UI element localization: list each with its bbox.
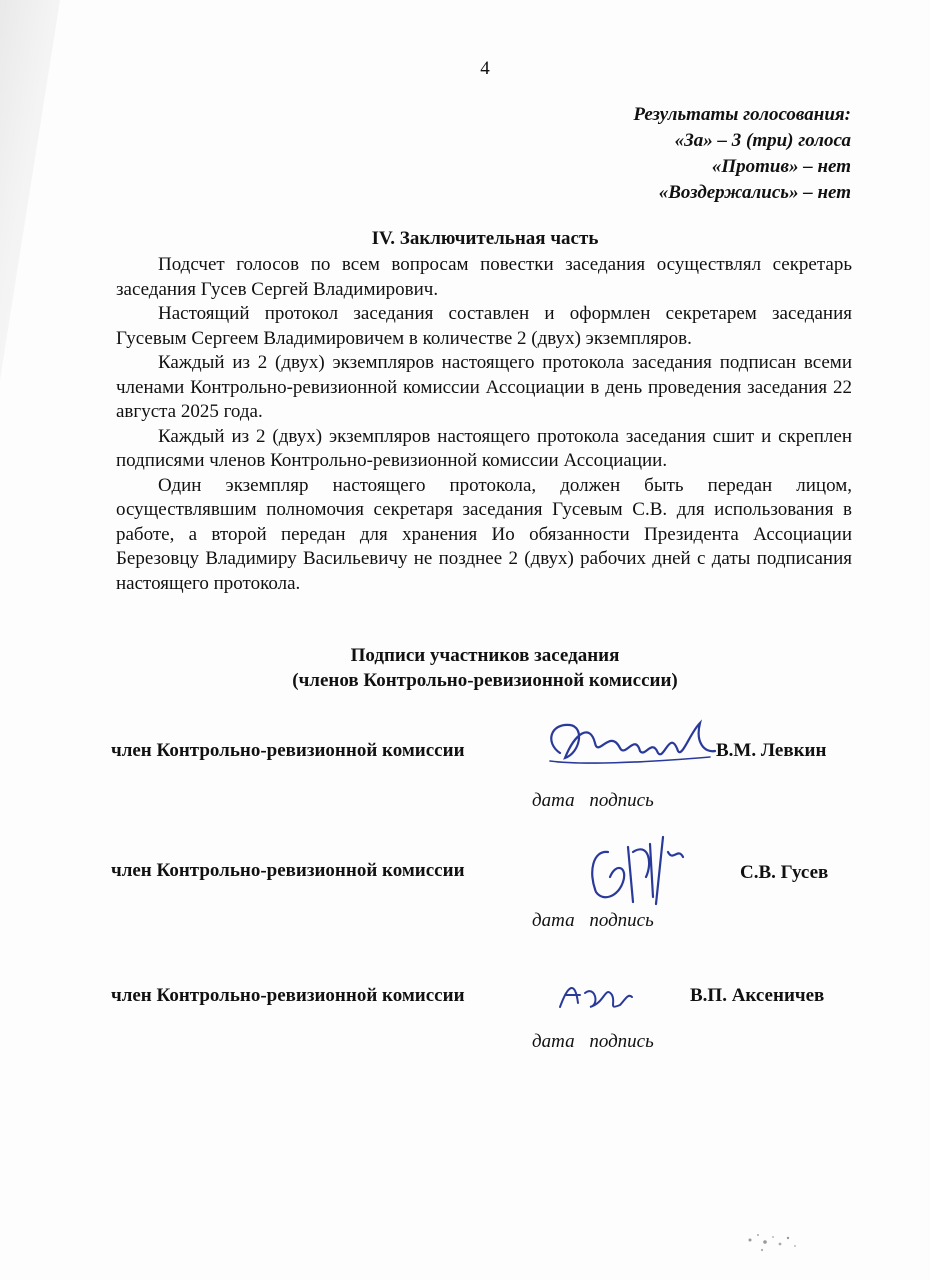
paragraph: Каждый из 2 (двух) экземпляров настоящего протокола заседания сшит и скреплен подписями членов Контрольно-ревизионной комиссии Ассоциации.	[116, 425, 852, 471]
signatures-heading-line2: (членов Контрольно-ревизионной комиссии)	[292, 670, 678, 691]
handwritten-signature	[578, 832, 698, 912]
signature-role: член Контрольно-ревизионной комиссии	[111, 740, 465, 761]
paragraph: Каждый из 2 (двух) экземпляров настоящего протокола заседания подписан всеми членами Контрольно-ревизионной комиссии Ассоциации в день проведения заседания 22 августа 2025 года.	[116, 352, 852, 422]
signature-caption: дата подпись	[532, 790, 654, 811]
signatures-heading-line1: Подписи участников заседания	[350, 645, 620, 666]
handwritten-signature	[540, 713, 720, 773]
section-title: IV. Заключительная часть	[371, 228, 599, 249]
page-fold-shadow	[0, 0, 60, 380]
votes-for: «За» – 3 (три) голоса	[674, 130, 851, 151]
signature-caption: дата подпись	[532, 1031, 654, 1052]
signature-row	[0, 975, 930, 1055]
paragraph: Подсчет голосов по всем вопросам повестки заседания осуществлял секретарь заседания Гусев Сергей Владимирович.	[116, 254, 852, 300]
votes-abstained: «Воздержались» – нет	[658, 182, 851, 203]
body-text	[116, 253, 852, 596]
signature-role: член Контрольно-ревизионной комиссии	[111, 860, 465, 881]
signature-name: В.П. Аксеничев	[690, 985, 825, 1006]
scan-speckle	[740, 1220, 810, 1260]
signature-row	[0, 728, 930, 811]
votes-against: «Против» – нет	[711, 156, 851, 177]
signature-row	[0, 850, 930, 930]
signature-name: В.М. Левкин	[716, 740, 827, 761]
voting-results-title: Результаты голосования:	[633, 104, 851, 125]
signature-role: член Контрольно-ревизионной комиссии	[111, 985, 465, 1006]
signatures-heading	[0, 643, 930, 693]
paragraph: Один экземпляр настоящего протокола, должен быть передан лицом, осуществлявшим полномочия секретаря заседания Гусевым С.В. для использования в работе, а второй передан для хранения Ио обязанности Президента Ассоциации Березовцу Владимиру Васильевичу не позднее 2 (двух) рабочих дней с даты подписания настоящего протокола.	[116, 474, 852, 594]
paragraph: Настоящий протокол заседания составлен и оформлен секретарем заседания Гусевым Сергеем Владимировичем в количестве 2 (двух) экземпляров.	[116, 303, 852, 349]
voting-results	[633, 102, 851, 206]
page-number: 4	[480, 58, 490, 79]
signature-caption: дата подпись	[532, 910, 654, 931]
handwritten-signature	[550, 975, 640, 1015]
signature-name: С.В. Гусев	[740, 862, 829, 883]
